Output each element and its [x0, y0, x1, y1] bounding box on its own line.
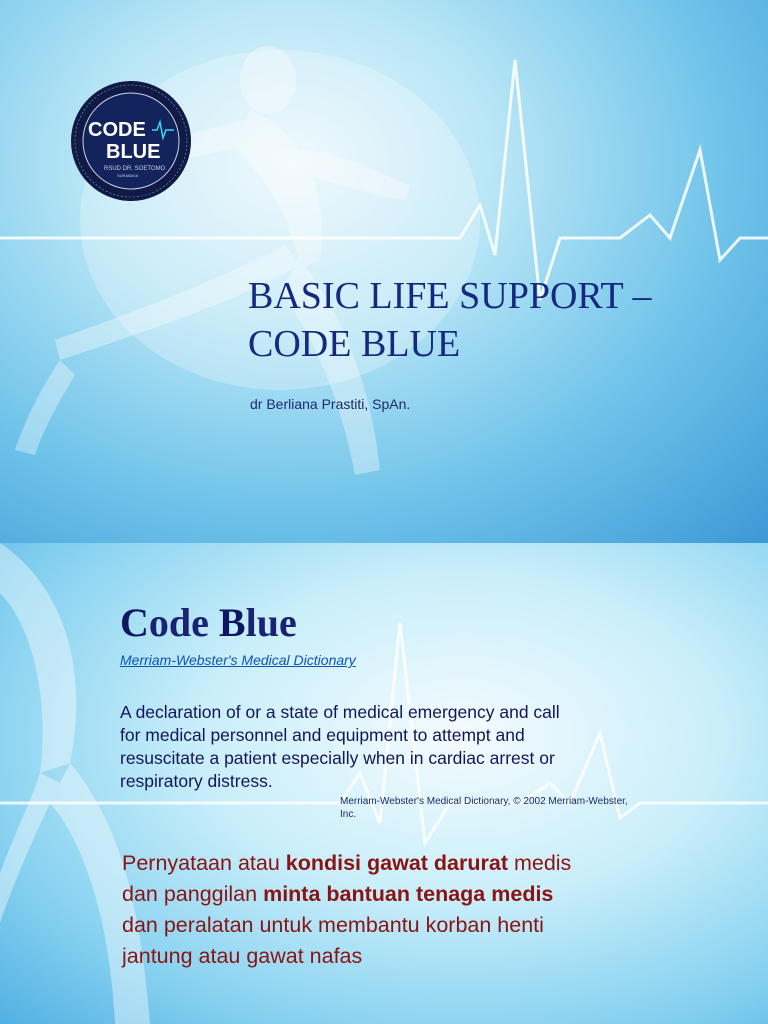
title-line-2: CODE BLUE [248, 323, 461, 365]
indo-text: medis [507, 851, 572, 875]
definition-text [120, 701, 660, 793]
definition-line: A declaration of or a state of medical emergency and call [120, 702, 560, 722]
indo-text: dan panggilan [122, 882, 264, 906]
definition-line: for medical personnel and equipment to attempt and [120, 725, 525, 745]
definition-line: resuscitate a patient especially when in cardiac arrest or [120, 748, 555, 768]
indo-text: Pernyataan atau [122, 851, 286, 875]
definition-line: respiratory distress. [120, 771, 273, 791]
slide-title [248, 272, 748, 368]
heading-part-2: lue [245, 600, 297, 645]
code-blue-heading [120, 599, 297, 646]
code-blue-logo [62, 80, 200, 202]
definition-slide [0, 543, 768, 1024]
indo-line-3: dan peralatan untuk membantu korban henti [122, 913, 544, 937]
indo-emphasis: minta bantuan tenaga medis [263, 882, 554, 906]
heading-initial-c: C [120, 600, 149, 645]
indonesian-definition [122, 848, 722, 972]
logo-hospital-text: RSUD DR. SOETOMO [104, 166, 166, 172]
logo-city-text: SURABAYA [117, 173, 139, 178]
indo-line-4: jantung atau gawat nafas [122, 944, 363, 968]
title-line-1: BASIC LIFE SUPPORT – [248, 275, 652, 317]
indo-emphasis: kondisi gawat darurat [285, 851, 508, 875]
heading-initial-b: B [218, 600, 246, 645]
dictionary-source-link[interactable]: Merriam-Webster's Medical Dictionary [120, 652, 356, 668]
heading-part-1: ode [148, 600, 219, 645]
logo-code-text: CODE [88, 119, 146, 141]
logo-blue-text: BLUE [106, 141, 161, 163]
indo-line-1 [122, 848, 722, 879]
author-name: dr Berliana Prastiti, SpAn. [250, 396, 411, 412]
indo-line-2 [122, 879, 722, 910]
citation-text: Merriam-Webster's Medical Dictionary, © 2002 Merriam-Webster, Inc. [340, 796, 628, 820]
